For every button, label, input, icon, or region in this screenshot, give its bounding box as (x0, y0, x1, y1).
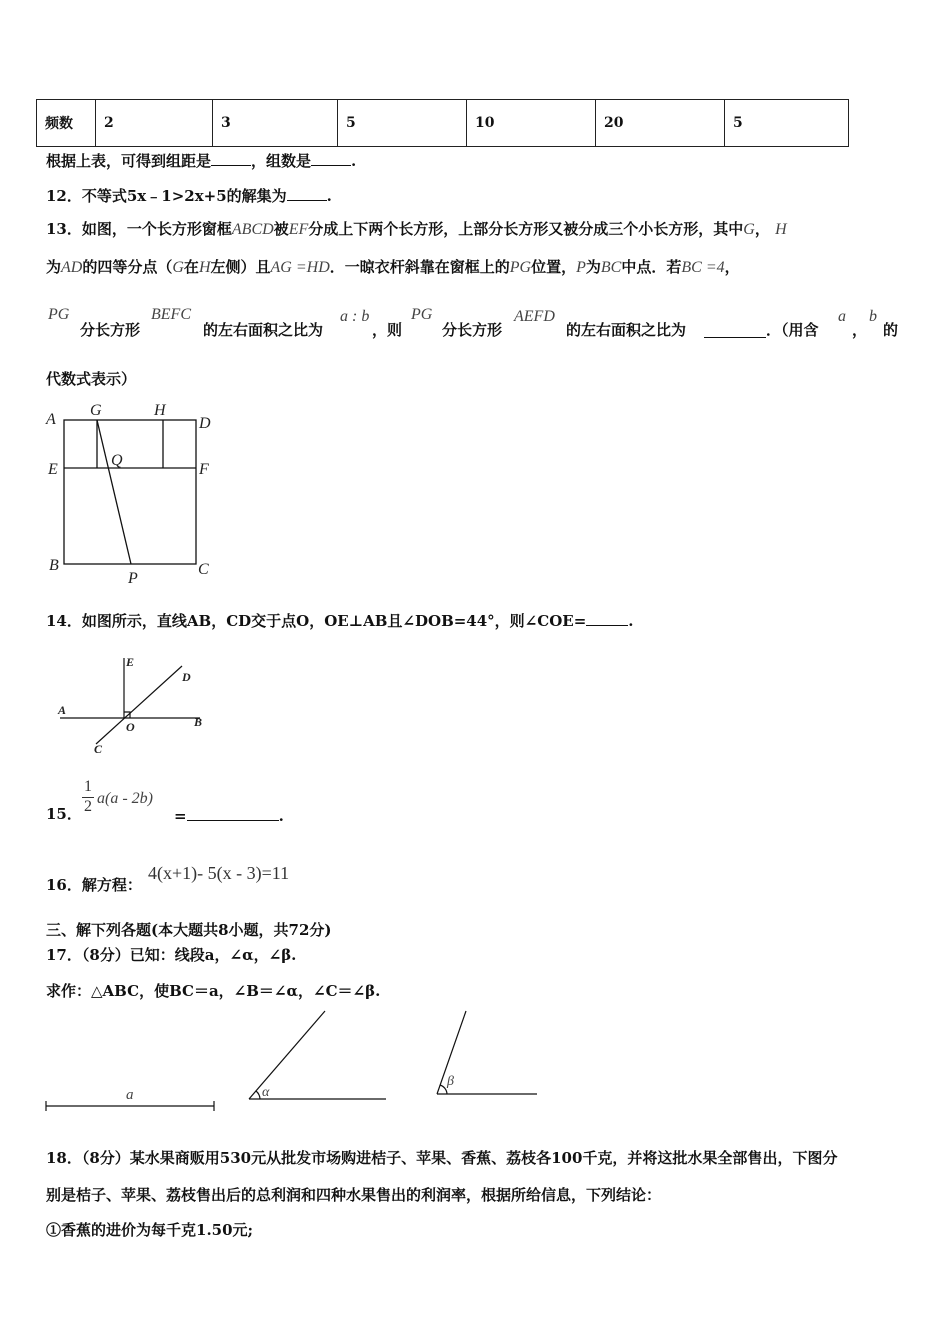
q12-suffix: 的解集为 (226, 187, 287, 205)
table-cell: 20 (596, 100, 725, 147)
question-12 (46, 186, 332, 206)
fig13-label: F (199, 461, 209, 478)
q13-text: ， (852, 321, 868, 339)
fig14-label: C (94, 742, 103, 756)
fig17-label: α (262, 1085, 270, 1100)
q13-math: BC =4 (681, 259, 725, 276)
q11-text: ，组数是 (251, 152, 312, 170)
q13-text: ， (724, 258, 740, 276)
q13-text: 代数式表示） (46, 370, 137, 388)
q13-math: ABCD (231, 221, 274, 238)
fig17-label: a (126, 1087, 134, 1103)
q12-expression: 5x﹣1>2x+5 (126, 187, 227, 205)
fig14-label: O (126, 720, 135, 734)
table-cell: 2 (96, 100, 213, 147)
q15-eq: = (174, 807, 187, 825)
fig13-label: D (199, 415, 211, 432)
q13-text: 的左右面积之比为 (566, 321, 687, 339)
q13-text: 被 (273, 220, 289, 238)
fig14-label: B (194, 715, 203, 729)
q13-text: 分成上下两个长方形，上部分长方形又被分成三个小长方形，其中 (308, 220, 744, 238)
fig13-label: H (154, 402, 166, 419)
table-cell: 3 (213, 100, 338, 147)
angle-beta-arc (440, 1085, 447, 1094)
fig14-label: E (126, 655, 135, 669)
window-frame-figure (44, 398, 224, 588)
fig13-label: Q (111, 452, 123, 469)
q13-math: P (576, 259, 586, 276)
q13-math: b (869, 308, 877, 325)
q15-expression: a(a - 2b) (97, 790, 153, 807)
fig14-label: A (58, 703, 67, 717)
table-cell: 10 (467, 100, 596, 147)
q13-math: H (198, 259, 211, 276)
q13-math: a : b (340, 308, 370, 325)
question-13-line1 (46, 219, 787, 240)
q13-text: 的左右面积之比为 (203, 321, 324, 339)
answer-blank (211, 151, 251, 166)
rect-abcd (64, 420, 196, 564)
q13-math: PG (411, 306, 433, 323)
q13-text: 中点．若 (621, 258, 682, 276)
q15-fraction (82, 778, 94, 816)
question-14 (46, 611, 634, 631)
q13-math: PG (48, 306, 70, 323)
fig13-label: A (46, 411, 56, 428)
q13-math: G (743, 221, 755, 238)
q13-text: 分长方形 (80, 321, 141, 339)
q11-tail (46, 151, 356, 171)
q18-line3: ①香蕉的进价为每千克1.50元; (46, 1221, 254, 1239)
fig13-label: E (48, 461, 58, 478)
q15-answer (174, 806, 284, 826)
section-3-title: 三、解下列各题(本大题共8小题，共72分) (46, 921, 332, 939)
q13-text: 为 (46, 258, 62, 276)
q13-math: a (838, 308, 846, 325)
fig14-label: D (182, 670, 191, 684)
fig13-label: B (49, 557, 59, 574)
q13-text: ， (754, 220, 770, 238)
q18-line2: 别是桔子、苹果、荔枝售出后的总利润和四种水果售出的利润率，根据所给信息，下列结论： (46, 1186, 662, 1204)
q16-equation: 4(x+1)- 5(x - 3)=11 (148, 863, 290, 883)
fig17-label: β (447, 1074, 454, 1089)
q15-end: . (278, 807, 284, 825)
fraction-denominator: 2 (84, 798, 92, 815)
q13-math: AEFD (514, 308, 555, 325)
q12-end: . (326, 187, 332, 205)
q13-text: 左侧）且 (210, 258, 271, 276)
q13-math: BC (600, 259, 622, 276)
q12-prefix: 12．不等式 (46, 187, 127, 205)
q13-math: BEFC (151, 306, 191, 323)
q13-text: 为 (585, 258, 601, 276)
q13-text: 的 (883, 321, 899, 339)
table-cell: 5 (725, 100, 849, 147)
frequency-table (36, 99, 849, 147)
q13-text: ，则 (372, 321, 403, 339)
q13-text: ．（用含 (766, 321, 819, 339)
q13-text: 在 (183, 258, 199, 276)
question-13-line2 (46, 257, 740, 278)
pole-pg (97, 420, 131, 564)
intersecting-lines-figure (52, 650, 222, 760)
line-cd (96, 666, 182, 744)
answer-blank (187, 806, 279, 821)
q18-line1: 18．（8分）某水果商贩用530元从批发市场购进桔子、苹果、香蕉、荔枝各100千克，并将这批水果全部售出，下图分 (46, 1149, 838, 1167)
construction-givens-figure (40, 1005, 560, 1115)
q13-math: PG (509, 259, 532, 276)
table-cell: 5 (338, 100, 467, 147)
answer-blank (311, 151, 351, 166)
q13-math: H (775, 221, 787, 238)
q14-text: 14．如图所示，直线AB，CD交于点O，OE⊥AB且∠DOB=44°，则∠COE= (46, 612, 587, 630)
fig13-label: G (90, 402, 102, 419)
q17-given: 17．（8分）已知：线段a，∠α，∠β. (46, 946, 297, 964)
fig13-label: P (128, 570, 138, 587)
answer-blank (586, 611, 628, 626)
table-row (37, 100, 849, 147)
q13-text: ．一晾衣杆斜靠在窗框上的 (329, 258, 510, 276)
q14-end: . (628, 612, 634, 630)
angle-alpha-arm (249, 1011, 325, 1099)
q15-number: 15． (46, 805, 82, 823)
fig13-label: C (198, 561, 209, 578)
q13-text: 13．如图，一个长方形窗框 (46, 220, 232, 238)
q13-text: 位置， (531, 258, 577, 276)
q13-text: 的四等分点（ (82, 258, 173, 276)
q16-label: 16．解方程： (46, 876, 142, 894)
answer-blank (704, 323, 766, 338)
table-cell-label: 频数 (37, 100, 96, 147)
q13-text: 分长方形 (442, 321, 503, 339)
q11-text: 根据上表，可得到组距是 (46, 152, 212, 170)
answer-blank (287, 186, 327, 201)
q13-math: AD (61, 259, 83, 276)
q13-math: G (172, 259, 184, 276)
q13-math: AG =HD (270, 259, 330, 276)
q17-construct: 求作：△ABC，使BC＝a，∠B＝∠α，∠C＝∠β. (46, 982, 381, 1000)
fraction-numerator: 1 (84, 778, 92, 795)
q13-math: EF (288, 221, 309, 238)
q11-text: . (351, 152, 357, 170)
angle-alpha-arc (256, 1091, 260, 1099)
